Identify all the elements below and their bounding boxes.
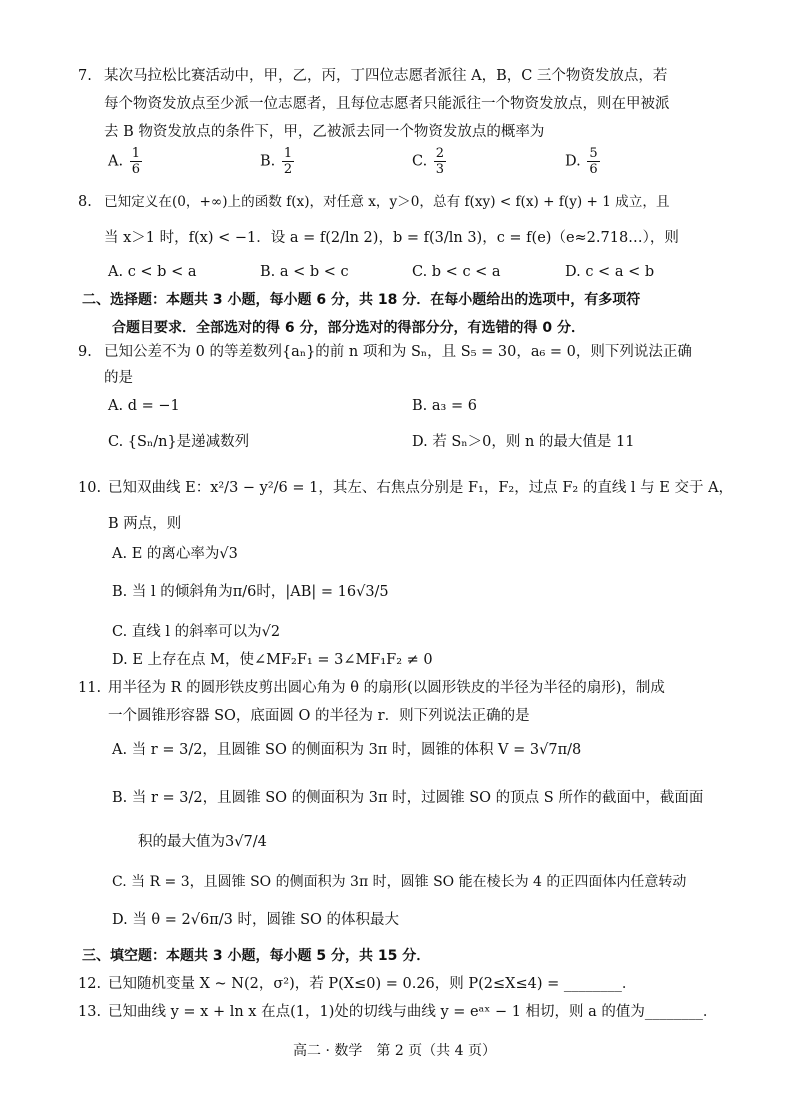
- q8-option-c: C. b < c < a: [412, 264, 501, 280]
- option-label: D.: [565, 153, 581, 170]
- q11-number: 11.: [78, 680, 102, 696]
- q7-text-line1: 某次马拉松比赛活动中，甲，乙，丙，丁四位志愿者派往 A，B，C 三个物资发放点，若: [104, 68, 668, 84]
- q9-text-line1: 已知公差不为 0 的等差数列{aₙ}的前 n 项和为 Sₙ，且 S₅ = 30，a₆ = 0，则下列说法正确: [104, 344, 692, 360]
- q10-option-a: A. E 的离心率为√3: [112, 546, 238, 562]
- q10-option-c: C. 直线 l 的斜率可以为√2: [112, 624, 281, 640]
- q8-text-line1: 已知定义在(0，+∞)上的函数 f(x)，对任意 x，y＞0，总有 f(xy) < f(x) + f(y) + 1 成立，且: [104, 194, 670, 210]
- q13-text: 已知曲线 y = x + ln x 在点(1，1)处的切线与曲线 y = eᵃˣ − 1 相切，则 a 的值为________．: [108, 1004, 718, 1020]
- numerator: 5: [589, 146, 598, 161]
- q11-option-d: D. 当 θ = 2√6π/3 时，圆锥 SO 的体积最大: [112, 912, 400, 928]
- denominator: 3: [435, 162, 445, 177]
- q7-text-line3: 去 B 物资发放点的条件下，甲，乙被派去同一个物资发放点的概率为: [104, 124, 545, 140]
- numerator: 1: [283, 146, 293, 161]
- option-label: B.: [260, 153, 276, 170]
- fraction: [282, 146, 294, 177]
- q8-text-line2: 当 x＞1 时，f(x) < −1．设 a = f(2/ln 2)，b = f(3/ln 3)，c = f(e)（e≈2.718…），则: [104, 230, 679, 246]
- q10-number: 10.: [78, 480, 102, 496]
- option-label: A.: [108, 153, 124, 170]
- q7-number: 7.: [78, 68, 92, 84]
- q11-text-line2: 一个圆锥形容器 SO，底面圆 O 的半径为 r．则下列说法正确的是: [108, 708, 530, 724]
- q7-option-a: [108, 146, 144, 177]
- q8-number: 8.: [78, 194, 92, 210]
- q7-text-line2: 每个物资发放点至少派一位志愿者，且每位志愿者只能派往一个物资发放点，则在甲被派: [104, 96, 670, 112]
- fraction: [587, 146, 599, 177]
- q8-option-a: A. c < b < a: [108, 264, 197, 280]
- denominator: 2: [283, 162, 293, 177]
- q11-option-b-line2: 积的最大值为3√7/4: [138, 834, 267, 850]
- q11-text-line1: 用半径为 R 的圆形铁皮剪出圆心角为 θ 的扇形(以圆形铁皮的半径为半径的扇形)，制成: [108, 680, 665, 696]
- q10-option-d: D. E 上存在点 M，使∠MF₂F₁ = 3∠MF₁F₂ ≠ 0: [112, 652, 433, 668]
- numerator: 1: [131, 146, 140, 161]
- q10-text-line2: B 两点，则: [108, 516, 182, 532]
- section2-heading-line2: 合题目要求．全部选对的得 6 分，部分选对的得部分分，有选错的得 0 分．: [112, 320, 585, 336]
- q12-text: 已知随机变量 X ~ N(2，σ²)，若 P(X≤0) = 0.26，则 P(2≤X≤4) = ________．: [108, 976, 637, 992]
- denominator: 6: [589, 162, 598, 177]
- q7-option-d: [565, 146, 602, 177]
- fraction: [130, 146, 142, 177]
- fraction: [434, 146, 446, 177]
- q9-option-a: A. d = −1: [108, 398, 180, 414]
- q13-number: 13.: [78, 1004, 102, 1020]
- q9-number: 9.: [78, 344, 92, 360]
- option-label: C.: [412, 153, 428, 170]
- q11-option-b-line1: B. 当 r = 3/2，且圆锥 SO 的侧面积为 3π 时，过圆锥 SO 的顶点 S 所作的截面中，截面面: [112, 790, 704, 806]
- page-footer: 高二 · 数学 第 2 页（共 4 页）: [293, 1043, 496, 1059]
- q7-option-b: [260, 146, 296, 177]
- q10-text-line1: 已知双曲线 E：x²/3 − y²/6 = 1，其左、右焦点分别是 F₁，F₂，过点 F₂ 的直线 l 与 E 交于 A，: [108, 480, 734, 496]
- q9-text-line2: 的是: [104, 370, 133, 386]
- numerator: 2: [435, 146, 445, 161]
- q12-number: 12.: [78, 976, 102, 992]
- section2-heading-line1: 二、选择题：本题共 3 小题，每小题 6 分，共 18 分．在每小题给出的选项中，有多项符: [82, 292, 641, 308]
- denominator: 6: [131, 162, 140, 177]
- q9-option-d: D. 若 Sₙ＞0，则 n 的最大值是 11: [412, 434, 635, 450]
- q9-option-c: C. {Sₙ/n}是递减数列: [108, 434, 250, 450]
- q7-option-c: [412, 146, 448, 177]
- q8-option-b: B. a < b < c: [260, 264, 349, 280]
- q11-option-c: C. 当 R = 3，且圆锥 SO 的侧面积为 3π 时，圆锥 SO 能在棱长为 4 的正四面体内任意转动: [112, 874, 687, 890]
- q9-option-b: B. a₃ = 6: [412, 398, 477, 414]
- q10-option-b: B. 当 l 的倾斜角为π/6时，|AB| = 16√3/5: [112, 584, 389, 600]
- q11-option-a: A. 当 r = 3/2，且圆锥 SO 的侧面积为 3π 时，圆锥的体积 V = 3√7π/8: [112, 742, 582, 758]
- section3-heading: 三、填空题：本题共 3 小题，每小题 5 分，共 15 分．: [82, 948, 431, 964]
- q8-option-d: D. c < a < b: [565, 264, 655, 280]
